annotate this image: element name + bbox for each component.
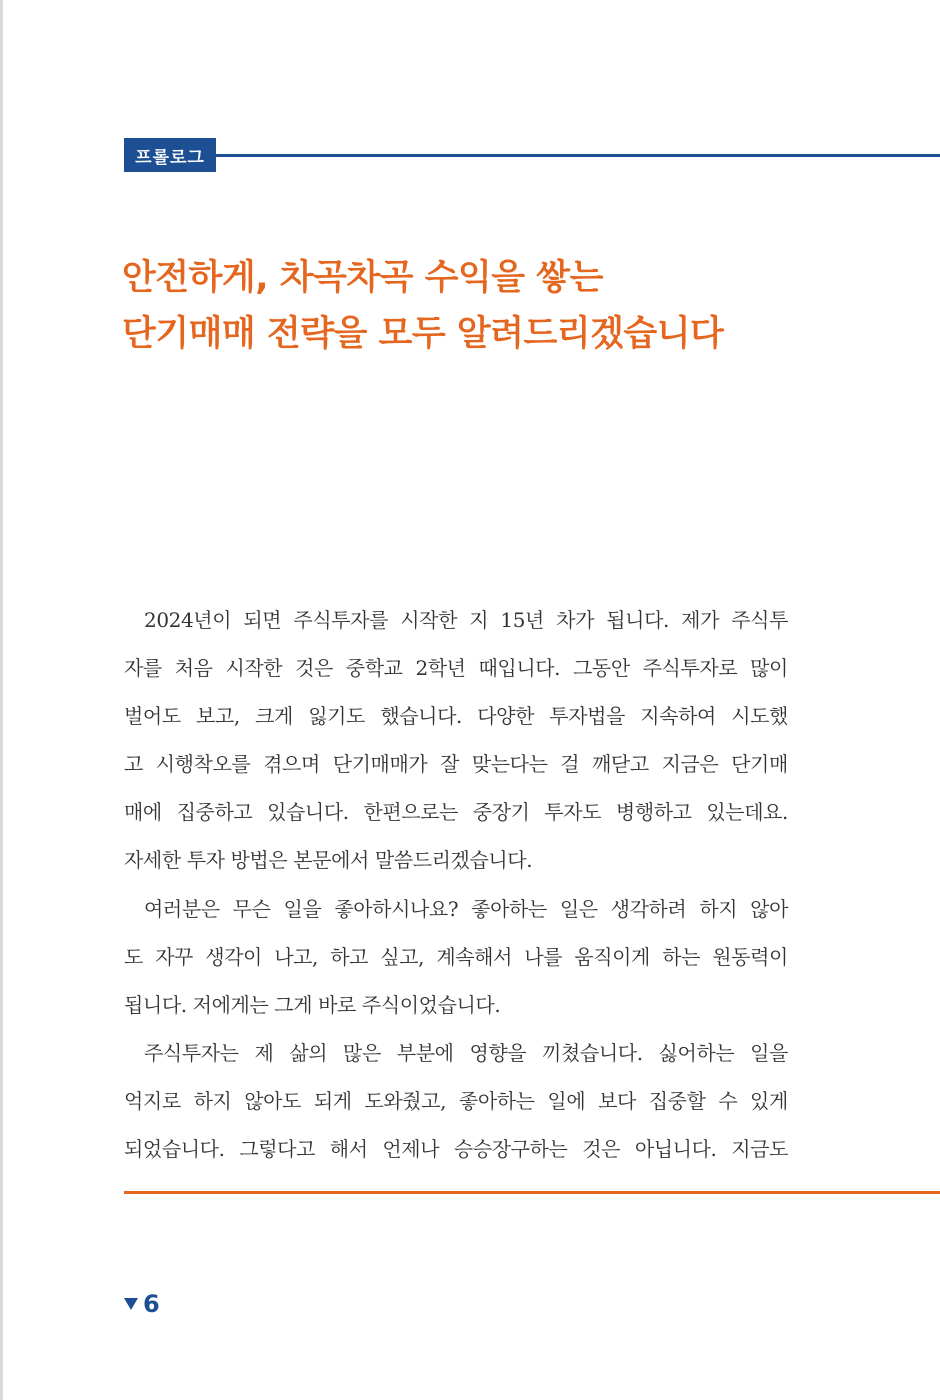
body-word: 깨닫고 — [592, 752, 649, 777]
body-word: 지금도 — [731, 1137, 788, 1162]
body-word: 고 — [124, 752, 143, 777]
body-word: 2학년 — [415, 656, 466, 681]
body-word: 처음 — [174, 656, 213, 681]
body-word: 되게 — [313, 1088, 352, 1113]
body-word: 일을 — [750, 1040, 788, 1065]
body-word: 여러분은 — [144, 896, 220, 921]
body-word: 많이 — [750, 656, 788, 681]
body-word: 수 — [718, 1088, 738, 1113]
body-word: 무슨 — [232, 896, 271, 921]
body-line — [124, 644, 788, 692]
body-line — [124, 933, 788, 981]
body-line — [124, 1029, 788, 1077]
body-word: 자꾸 — [155, 944, 193, 969]
body-word: 나고, — [274, 944, 318, 969]
body-line — [124, 1077, 788, 1125]
body-line: 됩니다. 저에게는 그게 바로 주식이었습니다. — [124, 992, 501, 1017]
body-word: 했습니다. — [380, 704, 462, 729]
section-label-badge — [124, 138, 216, 172]
body-word: 승승장구하는 — [453, 1137, 568, 1162]
body-word: 나를 — [524, 944, 563, 969]
body-word: 원동력이 — [712, 944, 788, 969]
body-word: 일은 — [559, 896, 598, 921]
body-word: 벌어도 — [124, 704, 181, 729]
triangle-down-icon — [124, 1298, 138, 1310]
chapter-title — [122, 250, 902, 362]
body-word: 삶의 — [289, 1040, 328, 1065]
body-word: 집중할 — [648, 1088, 706, 1113]
body-word: 영향을 — [469, 1040, 527, 1065]
chapter-title-line-1: 안전하게, 차곡차곡 수익을 쌓는 — [122, 258, 603, 298]
body-word: 생각하려 — [610, 896, 687, 921]
body-line — [124, 788, 788, 836]
body-word: 보고, — [196, 704, 240, 729]
body-word: 주식투 — [731, 608, 788, 632]
body-word: 시도했 — [731, 704, 788, 729]
body-word: 중장기 — [472, 800, 530, 825]
body-line — [124, 692, 788, 740]
body-word: 되었습니다. — [124, 1137, 225, 1162]
body-word: 중학교 — [345, 656, 403, 681]
body-word: 좋아하시나요? — [334, 896, 459, 921]
body-word: 단기매 — [731, 752, 788, 777]
body-word: 보다 — [598, 1088, 636, 1113]
body-word: 많은 — [343, 1040, 381, 1065]
page-edge — [0, 0, 3, 1400]
body-word: 되면 — [243, 608, 282, 632]
body-word: 것은 — [295, 656, 333, 681]
body-word: 싫어하는 — [658, 1040, 735, 1065]
body-word: 자를 — [124, 656, 162, 681]
body-word: 한편으로는 — [363, 800, 459, 825]
body-word: 싶고, — [380, 944, 425, 969]
body-word: 맞는다는 — [471, 752, 548, 777]
body-line — [124, 740, 788, 788]
body-word: 단기매매가 — [332, 752, 428, 777]
body-word: 지속하여 — [640, 704, 716, 729]
body-word: 하지 — [193, 1088, 232, 1113]
body-line — [124, 1125, 788, 1173]
body-line — [124, 885, 788, 933]
body-word: 하지 — [699, 896, 738, 921]
body-word: 주식투자는 — [144, 1040, 239, 1065]
body-text — [124, 596, 788, 1173]
page-number: 6 — [143, 1290, 160, 1318]
body-word: 시작한 — [400, 608, 458, 632]
body-word: 주식투자를 — [293, 608, 389, 632]
body-word: 걸 — [560, 752, 580, 777]
body-word: 않아도 — [244, 1088, 301, 1113]
body-word: 투자도 — [544, 800, 602, 825]
body-word: 그렇다고 — [239, 1137, 316, 1162]
body-word: 해서 — [329, 1137, 368, 1162]
header-rule — [216, 154, 940, 157]
chapter-title-line-2: 단기매매 전략을 모두 알려드리겠습니다 — [122, 314, 724, 354]
body-word: 됩니다. — [606, 608, 669, 632]
body-word: 있는데요. — [706, 800, 788, 825]
body-word: 때입니다. — [478, 656, 561, 681]
body-word: 움직이게 — [574, 944, 650, 969]
body-word: 잃기도 — [308, 704, 366, 729]
body-word: 일에 — [547, 1088, 586, 1113]
body-word: 겪으며 — [263, 752, 320, 777]
body-word: 다양한 — [477, 704, 534, 729]
body-word: 있습니다. — [267, 800, 349, 825]
body-word: 있게 — [750, 1088, 788, 1113]
body-word: 일을 — [283, 896, 322, 921]
body-word: 도와줬고, — [364, 1088, 447, 1113]
body-word: 부분에 — [396, 1040, 454, 1065]
body-word: 않아 — [750, 896, 788, 921]
body-line: 자세한 투자 방법은 본문에서 말씀드리겠습니다. — [124, 848, 533, 873]
body-word: 계속해서 — [436, 944, 512, 969]
body-word: 시행착오를 — [155, 752, 251, 777]
body-line — [124, 596, 788, 644]
body-word: 좋아하는 — [471, 896, 547, 921]
footer-rule — [124, 1191, 940, 1194]
body-word: 것은 — [582, 1137, 621, 1162]
body-word: 좋아하는 — [458, 1088, 535, 1113]
body-word: 크게 — [255, 704, 293, 729]
body-word: 지 — [469, 608, 489, 632]
body-word: 생각이 — [205, 944, 262, 969]
body-word: 하고 — [330, 944, 369, 969]
body-word: 집중하고 — [176, 800, 253, 825]
body-word: 투자법을 — [549, 704, 625, 729]
body-word: 차가 — [556, 608, 595, 632]
body-word: 2024년이 — [144, 608, 232, 632]
body-word: 하는 — [662, 944, 701, 969]
body-word: 아닙니다. — [634, 1137, 717, 1162]
body-word: 매에 — [124, 800, 162, 825]
body-word: 언제나 — [382, 1137, 440, 1162]
body-word: 제 — [254, 1040, 274, 1065]
section-label: 프롤로그 — [135, 147, 205, 168]
body-word: 병행하고 — [615, 800, 692, 825]
body-word: 도 — [124, 944, 143, 969]
body-word: 끼쳤습니다. — [542, 1040, 643, 1065]
page-footer — [124, 1290, 160, 1318]
body-word: 그동안 — [573, 656, 630, 681]
body-word: 제가 — [681, 608, 720, 632]
body-word: 시작한 — [225, 656, 283, 681]
body-word: 잘 — [440, 752, 460, 777]
body-word: 억지로 — [124, 1088, 181, 1113]
body-word: 지금은 — [661, 752, 719, 777]
body-word: 15년 — [500, 608, 544, 632]
body-word: 주식투자로 — [642, 656, 738, 681]
